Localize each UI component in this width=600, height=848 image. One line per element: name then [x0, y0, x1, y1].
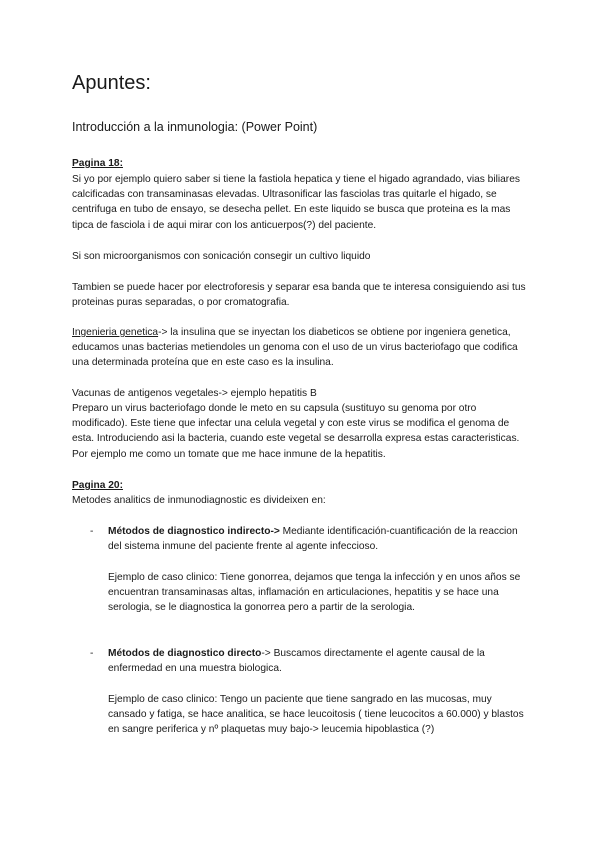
- section1-paragraph-5-title: Vacunas de antigenos vegetales-> ejemplo hepatitis B: [72, 388, 317, 399]
- bullet-dash-2: -: [90, 648, 94, 659]
- indirect-method-example: Ejemplo de caso clinico: Tiene gonorrea, dejamos que tenga la infección y en unos años se encuentran transaminasas altas, inflamación en articulaciones, hepatitis y se hace una serologia, se le diagnostica la gonorrea pero a partir de la serologia.: [108, 572, 521, 614]
- direct-method-example: Ejemplo de caso clinico: Tengo un paciente que tiene sangrado en las mucosas, muy cansado y fatiga, se hace analitica, se hace leucoitosis ( tiene leucocitos a 60.000) y blastos en sangre periferica y nº plaquetas muy bajo-> leucemia hipoblastica (?): [108, 694, 524, 736]
- section1-paragraph-3: Tambien se puede hacer por electroforesis y separar esa banda que te interesa consiguiendo asi tus proteinas puras separadas, o por cromatografia.: [72, 282, 526, 309]
- indirect-method-term: Métodos de diagnostico indirecto->: [108, 526, 280, 537]
- genetic-engineering-term: Ingenieria genetica: [72, 327, 159, 338]
- list-item-direct: [108, 646, 528, 676]
- list-item-indirect: [108, 524, 528, 554]
- genetic-engineering-text: -> la insulina que se inyectan los diabeticos se obtiene por ingeniera genetica, educamos unas bacterias metiendoles un genoma con el uso de un virus bacteriofago que codifica una determinada proteína que en este caso es la insulina.: [72, 327, 518, 369]
- section1-paragraph-1: Si yo por ejemplo quiero saber si tiene la fastiola hepatica y tiene el higado agrandado, vias biliares calcificadas con transaminasas elevadas. Ultrasonificar las fasciolas tras quitarle el higado, se centrifuga en tubo de ensayo, se desecha pellet. En este liquido se busca que proteina es la mas tipca de fasciola i de aqui mirar con los anticuerpos(?) del paciente.: [72, 174, 520, 231]
- direct-method-text: -> Buscamos directamente el agente causal de la enfermedad en una muestra biologica.: [108, 648, 485, 675]
- section1-heading: [72, 156, 534, 171]
- section1-paragraph-2: Si son microorganismos con sonicación consegir un cultivo liquido: [72, 251, 371, 262]
- section2-intro: Metodes analitics de inmunodiagnostic es divideixen en:: [72, 495, 326, 506]
- section1-paragraph-5: Preparo un virus bacteriofago donde le meto en su capsula (sustituyo su genoma por otro modificado). Este tiene que infectar una celula vegetal y con este virus se modifica el genoma de esta. Introduciendo asi la bacteria, cuando este vegetal se desarrolla expresa estas caracteristicas. Por ejemplo me como un tomate que me hace inmune de la hepatitis.: [72, 403, 520, 460]
- section2-heading: [72, 478, 534, 493]
- section1-heading-text: Pagina 18:: [72, 158, 123, 169]
- direct-method-term: Métodos de diagnostico directo: [108, 648, 262, 659]
- page-title: Apuntes:: [72, 72, 151, 94]
- indirect-method-text: Mediante identificación-cuantificación de la reaccion del sistema inmune del paciente frente al agente infeccioso.: [108, 526, 518, 553]
- section2-heading-text: Pagina 20:: [72, 480, 123, 491]
- section1-paragraph-4: [72, 325, 534, 371]
- bullet-dash-1: -: [90, 526, 94, 537]
- subtitle: Introducción a la inmunologia: (Power Point): [72, 120, 318, 134]
